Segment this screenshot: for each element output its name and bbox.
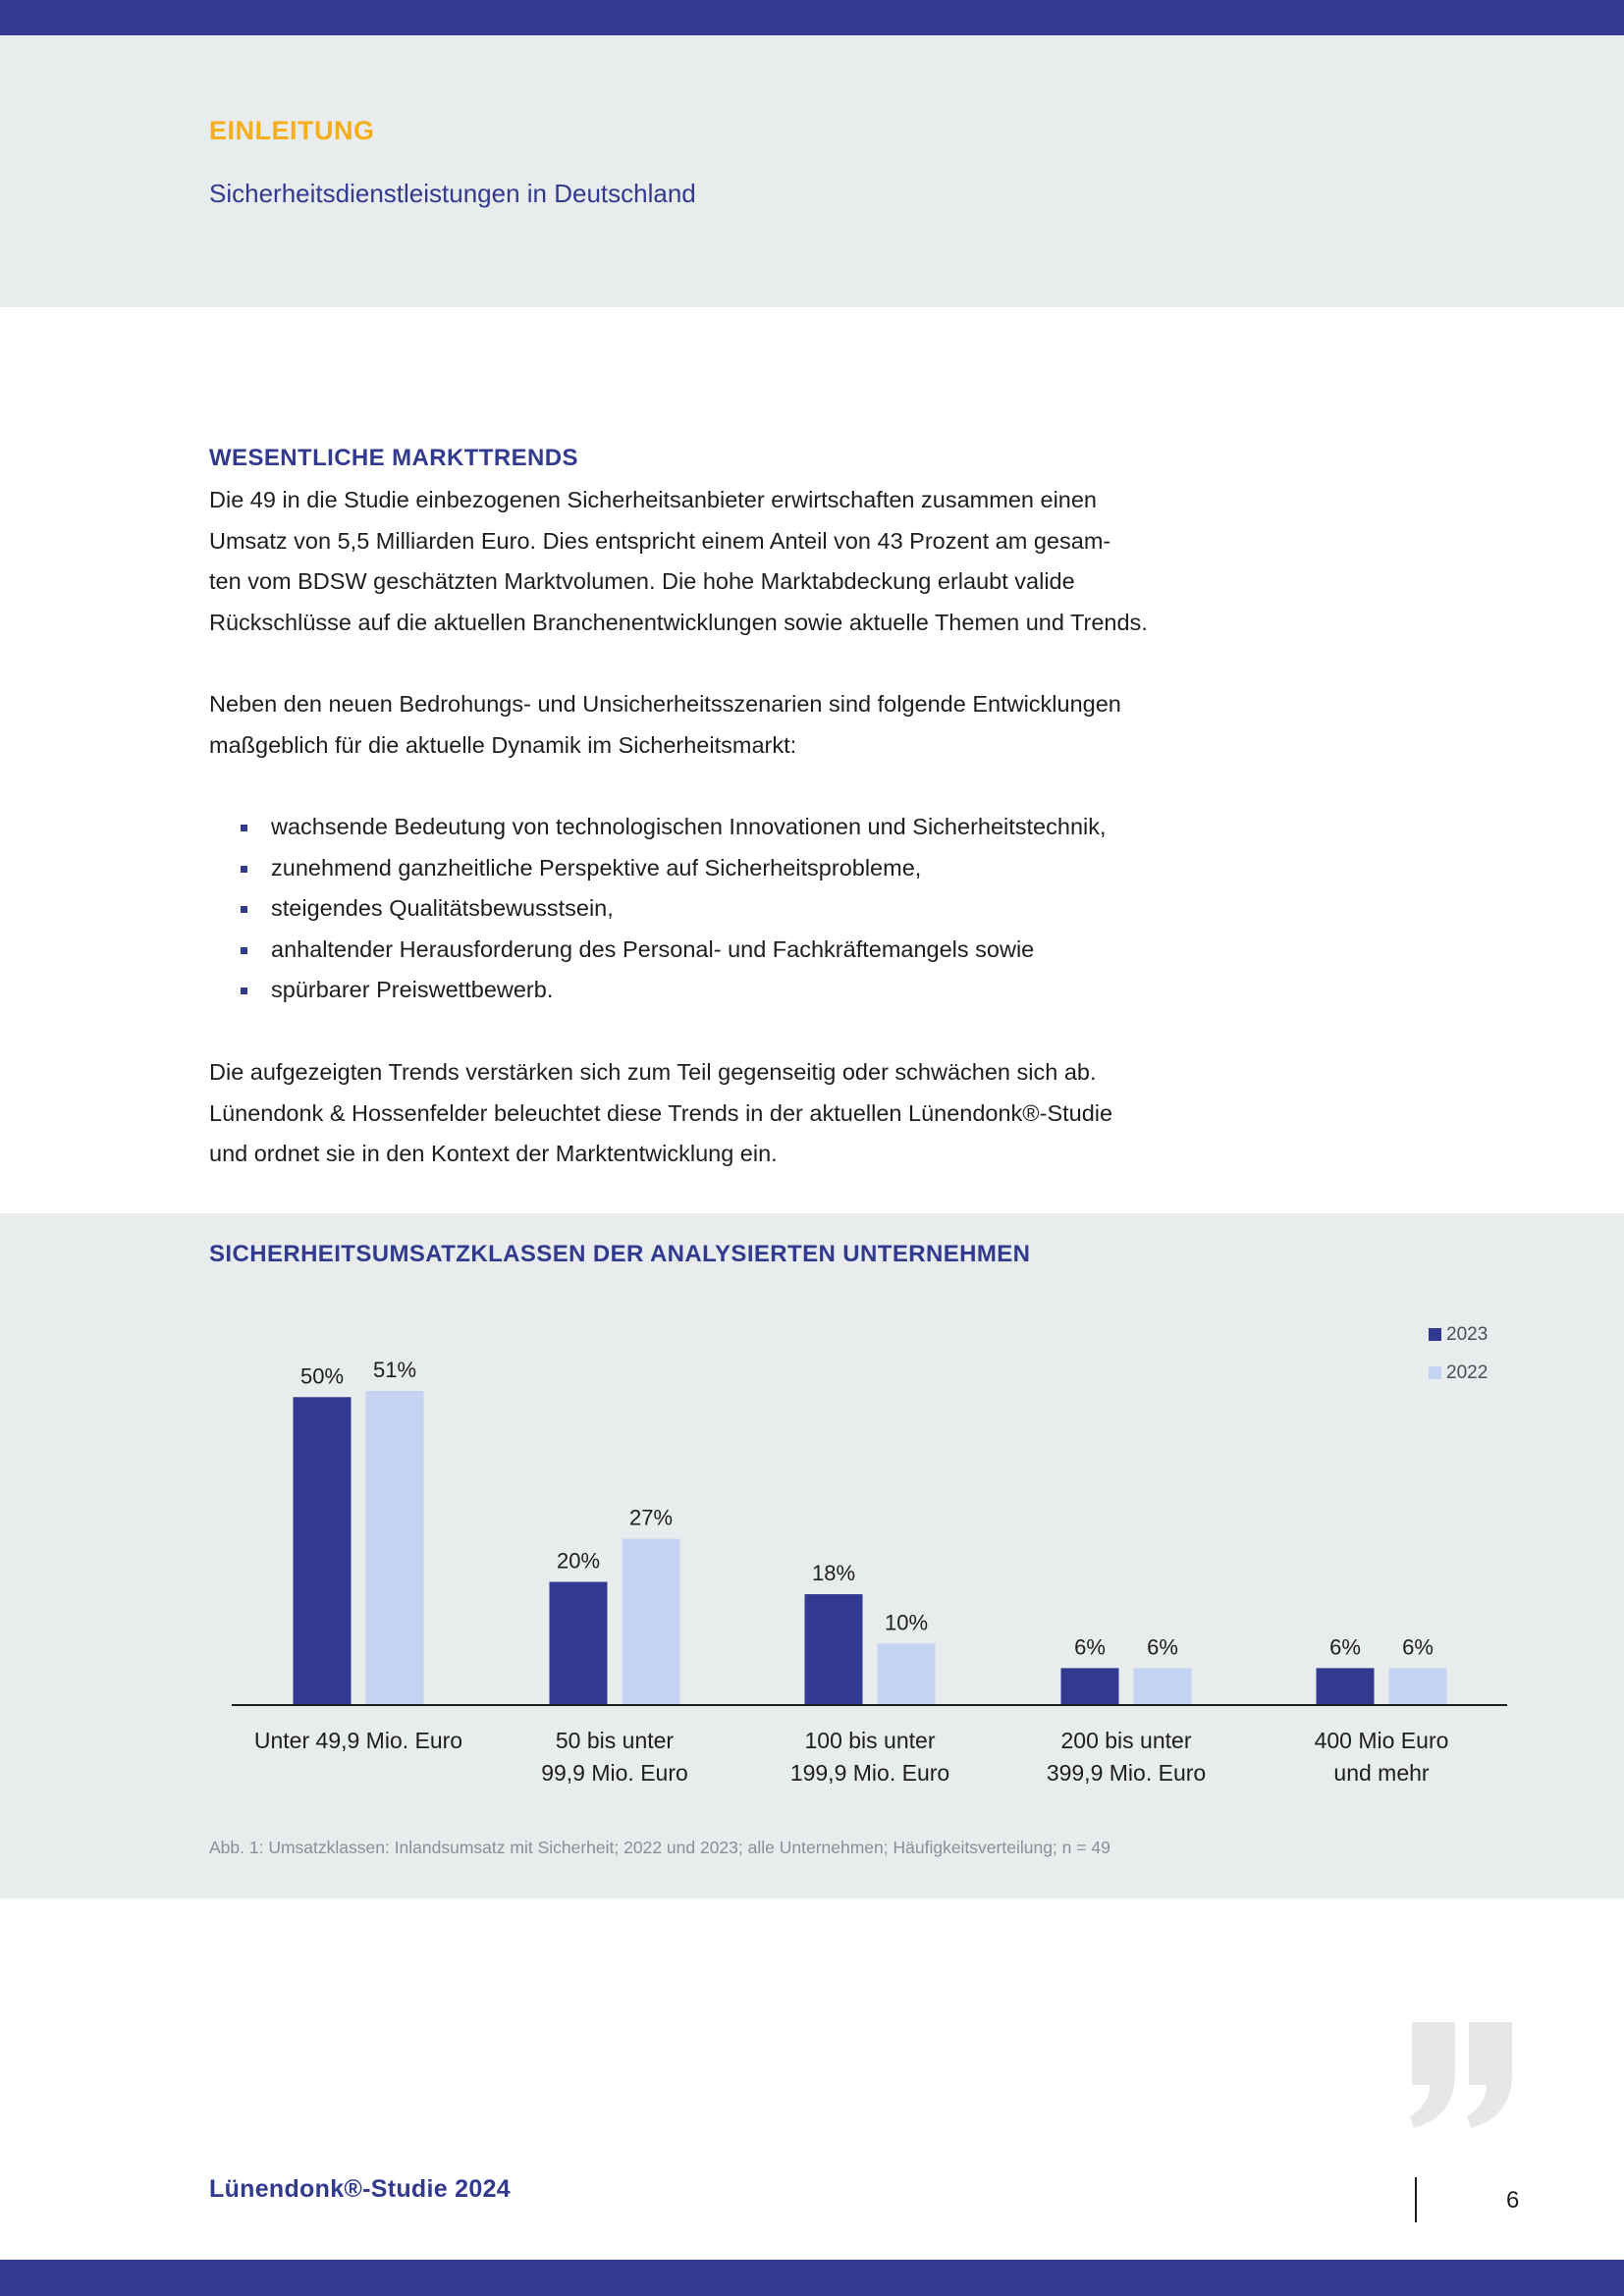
list-item: zunehmend ganzheitliche Perspektive auf Sicherheitsprobleme, [209, 848, 1107, 889]
category-label: 99,9 Mio. Euro [541, 1760, 688, 1786]
footer-title: Lünendonk®-Studie 2024 [209, 2175, 512, 2203]
data-label: 18% [811, 1561, 856, 1586]
category-label: 400 Mio Euro [1314, 1728, 1449, 1753]
quote-mark-icon [1404, 2022, 1522, 2130]
paragraph-conclusion: Die aufgezeigten Trends verstärken sich zum Teil gegenseitig oder schwächen sich ab. Lünendonk & Hossenfelder beleuchtet diese Trends in der aktuellen Lünendonk®-Studie und ordnet sie in den Kontext der Marktentwicklung ein. [209, 1059, 1113, 1167]
legend-label: 2023 [1446, 1324, 1489, 1345]
data-label: 51% [372, 1358, 417, 1382]
bar-2022 [1389, 1668, 1447, 1705]
paragraph-intro: Die 49 in die Studie einbezogenen Sicherheitsanbieter erwirtschaften zusammen einen Umsatz von 5,5 Milliarden Euro. Dies entspricht einem Anteil von 43 Prozent am gesam- ten vom BDSW geschätzten Marktvolumen. Die hohe Marktabdeckung erlaubt valide Rückschlüsse auf die aktuellen Branchenentwicklungen sowie aktuelle Themen und Trends. [209, 487, 1148, 635]
category-label: Unter 49,9 Mio. Euro [253, 1728, 463, 1753]
bar-2023 [550, 1582, 608, 1705]
legend-swatch [1429, 1366, 1441, 1379]
page-subtitle: Sicherheitsdienstleistungen in Deutschland [209, 179, 696, 208]
bar-2022 [623, 1539, 680, 1705]
footer-divider [1415, 2177, 1417, 2222]
chart-title: SICHERHEITSUMSATZKLASSEN DER ANALYSIERTEN UNTERNEHMEN [209, 1241, 1031, 1267]
list-item: steigendes Qualitätsbewusstsein, [209, 888, 1107, 930]
data-label: 10% [884, 1610, 929, 1635]
section-heading: WESENTLICHE MARKTTRENDS [209, 445, 578, 471]
category-label: 199,9 Mio. Euro [789, 1760, 950, 1786]
data-label: 6% [1402, 1634, 1434, 1660]
data-label: 27% [628, 1505, 674, 1530]
data-label: 20% [556, 1548, 601, 1574]
legend-swatch [1429, 1328, 1441, 1341]
data-label: 50% [299, 1363, 345, 1389]
list-item: wachsende Bedeutung von technologischen Innovationen und Sicherheitstechnik, [209, 807, 1107, 848]
bar-2022 [878, 1643, 936, 1705]
data-label: 6% [1329, 1634, 1361, 1660]
category-label: 100 bis unter [804, 1728, 936, 1753]
bar-2023 [805, 1594, 863, 1705]
chart-caption: Abb. 1: Umsatzklassen: Inlandsumsatz mit Sicherheit; 2022 und 2023; alle Unternehmen; Häufigkeitsverteilung; n = 49 [209, 1838, 1110, 1857]
category-label: und mehr [1333, 1760, 1430, 1786]
bar-2022 [366, 1391, 424, 1705]
bar-2023 [1061, 1668, 1119, 1705]
list-item: anhaltender Herausforderung des Personal- und Fachkräftemangels sowie [209, 930, 1107, 971]
page-number: 6 [1506, 2187, 1520, 2214]
section-kicker: EINLEITUNG [209, 116, 375, 145]
category-label: 399,9 Mio. Euro [1046, 1760, 1207, 1786]
paragraph-developments: Neben den neuen Bedrohungs- und Unsicherheitsszenarien sind folgende Entwicklungen maßgeblich für die aktuelle Dynamik im Sicherheitsmarkt: [209, 691, 1121, 758]
category-label: 50 bis unter [555, 1728, 675, 1753]
category-label: 200 bis unter [1060, 1728, 1192, 1753]
bar-2023 [1317, 1668, 1375, 1705]
data-label: 6% [1147, 1634, 1178, 1660]
bottom-bar [0, 2260, 1624, 2296]
list-item: spürbarer Preiswettbewerb. [209, 970, 1107, 1011]
bar-2023 [294, 1397, 352, 1705]
data-label: 6% [1074, 1634, 1106, 1660]
legend-label: 2022 [1446, 1362, 1489, 1383]
bar-2022 [1134, 1668, 1192, 1705]
